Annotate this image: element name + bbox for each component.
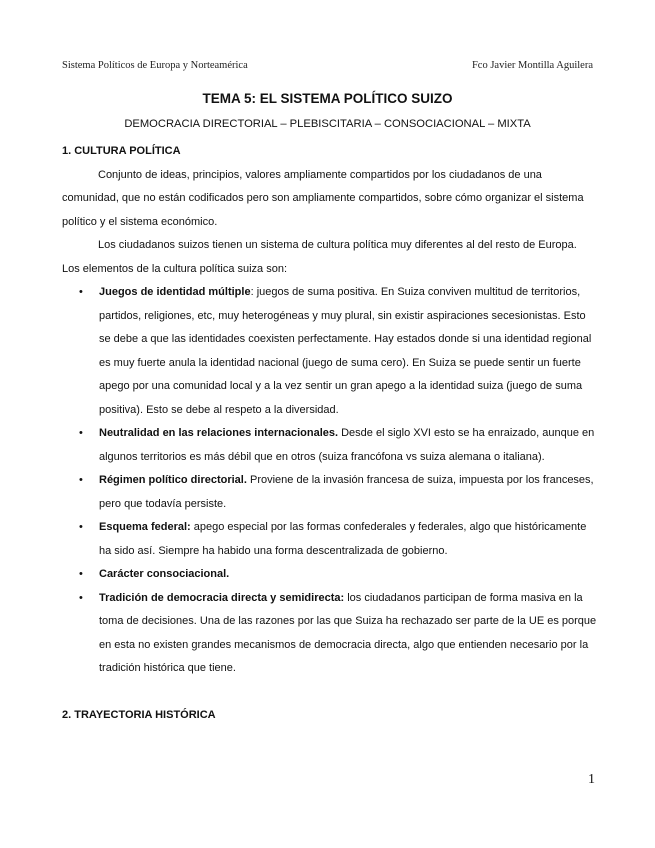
paragraph-elements-intro: Los ciudadanos suizos tienen un sistema de cultura política muy diferentes al del resto de Europa. Los elementos de la cultura política suiza son: xyxy=(62,239,577,275)
list-item-federal xyxy=(99,516,597,563)
blank-line xyxy=(62,681,597,705)
list-item-text: los ciudadanos participan de forma masiva en la toma de decisiones. Una de las razones por las que Suiza ha rechazado ser parte de la UE es porque en esta no existen grandes mecanismos de democracia directa, algo que entienden necesario por la tradición histórica que tiene. xyxy=(99,591,597,674)
list-item-text: apego especial por las formas confederales y federales, algo que históricamente ha sido así. Siempre ha habido una forma descentralizada de gobierno. xyxy=(99,521,587,557)
list-item-text: Desde el siglo XVI esto se ha enraizado, aunque en algunos territorios es más débil que en otros (suiza francófona vs suiza alemana o italiana). xyxy=(99,427,595,463)
document-body xyxy=(62,140,597,728)
section-heading-trayectoria: 2. TRAYECTORIA HISTÓRICA xyxy=(62,709,216,721)
list-item-term: Régimen político directorial. xyxy=(99,474,247,486)
list-item-identidad xyxy=(99,281,597,422)
list-item-term: Carácter consociacional. xyxy=(99,568,230,580)
list-item-democracia-directa xyxy=(99,587,597,681)
list-item-consociacional xyxy=(99,563,597,587)
elements-list xyxy=(62,281,597,681)
list-item-term: Tradición de democracia directa y semidirecta: xyxy=(99,591,345,604)
list-item-term: Neutralidad en las relaciones internacionales. xyxy=(99,427,339,439)
running-header-left: Sistema Políticos de Europa y Norteamérica xyxy=(62,60,248,71)
list-item-text: : juegos de suma positiva. En Suiza conviven multitud de territorios, partidos, religiones, etc, muy heterogéneas y muy plural, sin existir aspiraciones secesionistas. Esto se debe a que las identidades coexisten perfectamente. Hay estados donde si una identidad regional es muy fuerte anula la identidad nacional (juego de suma cero). En Suiza se puede sentir un fuerte apego por una comunidad local y a la vez sentir un gran apego a la identidad suiza (juego de suma positiva). Esto se debe al respeto a la diversidad. xyxy=(99,286,592,416)
document-subtitle: DEMOCRACIA DIRECTORIAL – PLEBISCITARIA – CONSOCIACIONAL – MIXTA xyxy=(124,118,531,130)
list-item-neutralidad xyxy=(99,422,597,469)
list-item-term: Esquema federal: xyxy=(99,521,191,533)
list-item-regimen xyxy=(99,469,597,516)
page-number: 1 xyxy=(588,772,595,787)
paragraph-definition: Conjunto de ideas, principios, valores ampliamente compartidos por los ciudadanos de una comunidad, que no están codificados pero son ampliamente compartidos, sobre cómo organizar el sistema político y el sistema económico. xyxy=(62,168,584,228)
running-header-right: Fco Javier Montilla Aguilera xyxy=(471,60,593,71)
list-item-text: Proviene de la invasión francesa de suiza, impuesta por los franceses, pero que todavía persiste. xyxy=(99,474,594,510)
list-item-term: Juegos de identidad múltiple xyxy=(99,286,251,298)
document-title: TEMA 5: EL SISTEMA POLÍTICO SUIZO xyxy=(202,91,453,106)
section-heading-cultura-politica: 1. CULTURA POLÍTICA xyxy=(62,145,181,157)
